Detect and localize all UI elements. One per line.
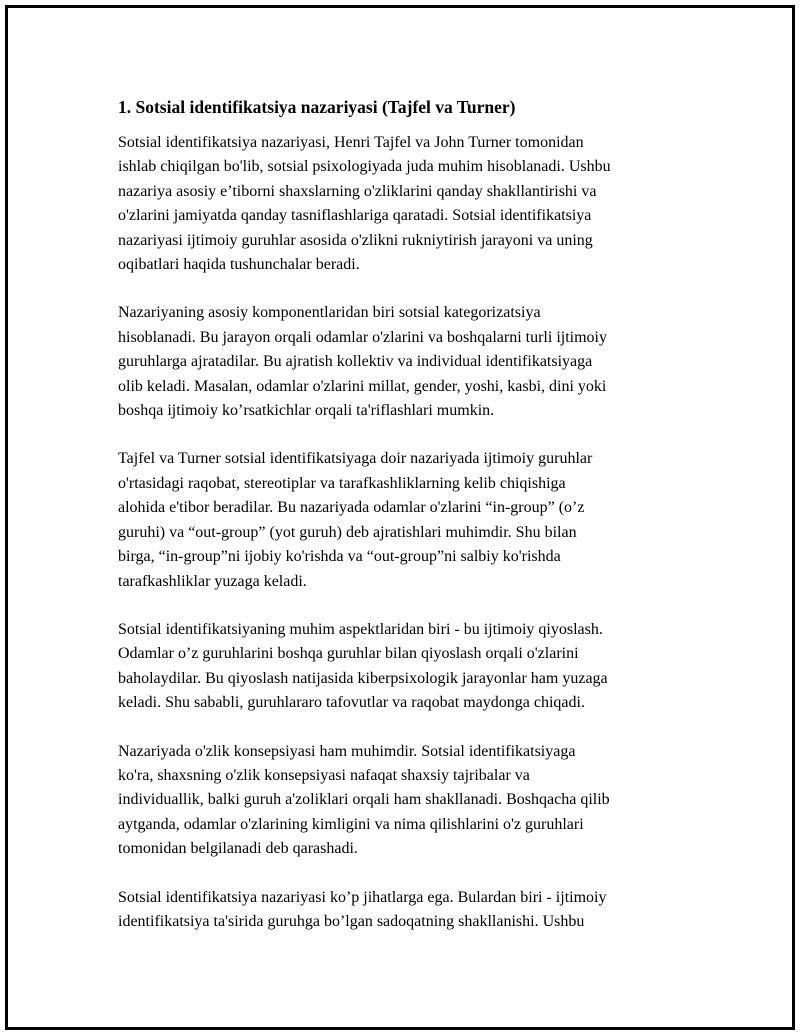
text-line: nazariyasi ijtimoiy guruhlar asosida o'zlikni rukniytirish jarayoni va uning xyxy=(118,231,593,249)
text-line: boshqa ijtimoiy ko’rsatkichlar orqali ta'riflashlari mumkin. xyxy=(118,402,495,420)
paragraph xyxy=(118,301,683,423)
text-line: Odamlar o’z guruhlarini boshqa guruhlar bilan qiyoslash orqali o'zlarini xyxy=(118,645,579,663)
text-line: individuallik, balki guruh a'zoliklari orqali ham shakllanadi. Boshqacha qilib xyxy=(118,791,610,809)
text-line: Sotsial identifikatsiyaning muhim aspektlaridan biri - bu ijtimoiy qiyoslash. xyxy=(118,620,603,638)
text-line: tomonidan belgilanadi deb qarashadi. xyxy=(118,840,358,858)
text-line: guruhlarga ajratadilar. Bu ajratish kollektiv va individual identifikatsiyaga xyxy=(118,353,593,371)
text-line: birga, “in-group”ni ijobiy ko'rishda va “out-group”ni salbiy ko'rishda xyxy=(118,548,561,566)
text-line: o'rtasidagi raqobat, stereotiplar va tarafkashliklarning kelib chiqishiga xyxy=(118,474,566,492)
text-line: oqibatlari haqida tushunchalar beradi. xyxy=(118,256,360,274)
text-line: o'zlarini jamiyatda qanday tasniflashlariga qaratadi. Sotsial identifikatsiya xyxy=(118,207,592,225)
text-line: nazariya asosiy e’tiborni shaxslarning o'zliklarini qanday shakllantirishi va xyxy=(118,182,597,200)
text-line: ishlab chiqilgan bo'lib, sotsial psixologiyada juda muhim hisoblanadi. Ushbu xyxy=(118,158,611,176)
text-line: aytganda, odamlar o'zlarining kimligini va nima qilishlarini o'z guruhlari xyxy=(118,815,584,833)
text-line: Sotsial identifikatsiya nazariyasi, Henri Tajfel va John Turner tomonidan xyxy=(118,134,584,151)
text-line: Nazariyada o'zlik konsepsiyasi ham muhimdir. Sotsial identifikatsiyaga xyxy=(118,742,576,760)
text-line: Nazariyaning asosiy komponentlaridan biri sotsial kategorizatsiya xyxy=(118,304,541,322)
text-line: alohida e'tibor beradilar. Bu nazariyada odamlar o'zlarini “in-group” (o’z xyxy=(118,499,585,517)
text-line: Tajfel va Turner sotsial identifikatsiyaga doir nazariyada ijtimoiy guruhlar xyxy=(118,450,593,468)
paragraph xyxy=(118,618,683,716)
text-line: keladi. Shu sababli, guruhlararo tafovutlar va raqobat maydonga chiqadi. xyxy=(118,694,585,712)
text-line: hisoblanadi. Bu jarayon orqali odamlar o'zlarini va boshqalarni turli ijtimoiy xyxy=(118,328,607,346)
text-line: olib keladi. Masalan, odamlar o'zlarini millat, gender, yoshi, kasbi, dini yoki xyxy=(118,377,607,395)
text-line: guruhi) va “out-group” (yot guruh) deb ajratishlari muhimdir. Shu bilan xyxy=(118,523,577,541)
paragraph xyxy=(118,447,683,593)
paragraph-container xyxy=(118,131,683,934)
section-heading: 1. Sotsial identifikatsiya nazariyasi (Tajfel va Turner) xyxy=(118,97,516,117)
text-line: ko'ra, shaxsning o'zlik konsepsiyasi nafaqat shaxsiy tajribalar va xyxy=(118,766,530,784)
document-body xyxy=(118,96,683,958)
text-line: Sotsial identifikatsiya nazariyasi ko’p jihatlarga ega. Bulardan biri - ijtimoiy xyxy=(118,888,607,906)
text-line: baholaydilar. Bu qiyoslash natijasida kiberpsixologik jarayonlar ham yuzaga xyxy=(118,669,608,687)
paragraph xyxy=(118,131,683,277)
text-line: identifikatsiya ta'sirida guruhga bo’lgan sadoqatning shakllanishi. Ushbu xyxy=(118,912,585,930)
text-line: tarafkashliklar yuzaga keladi. xyxy=(118,572,307,590)
paragraph xyxy=(118,886,683,935)
paragraph xyxy=(118,740,683,862)
